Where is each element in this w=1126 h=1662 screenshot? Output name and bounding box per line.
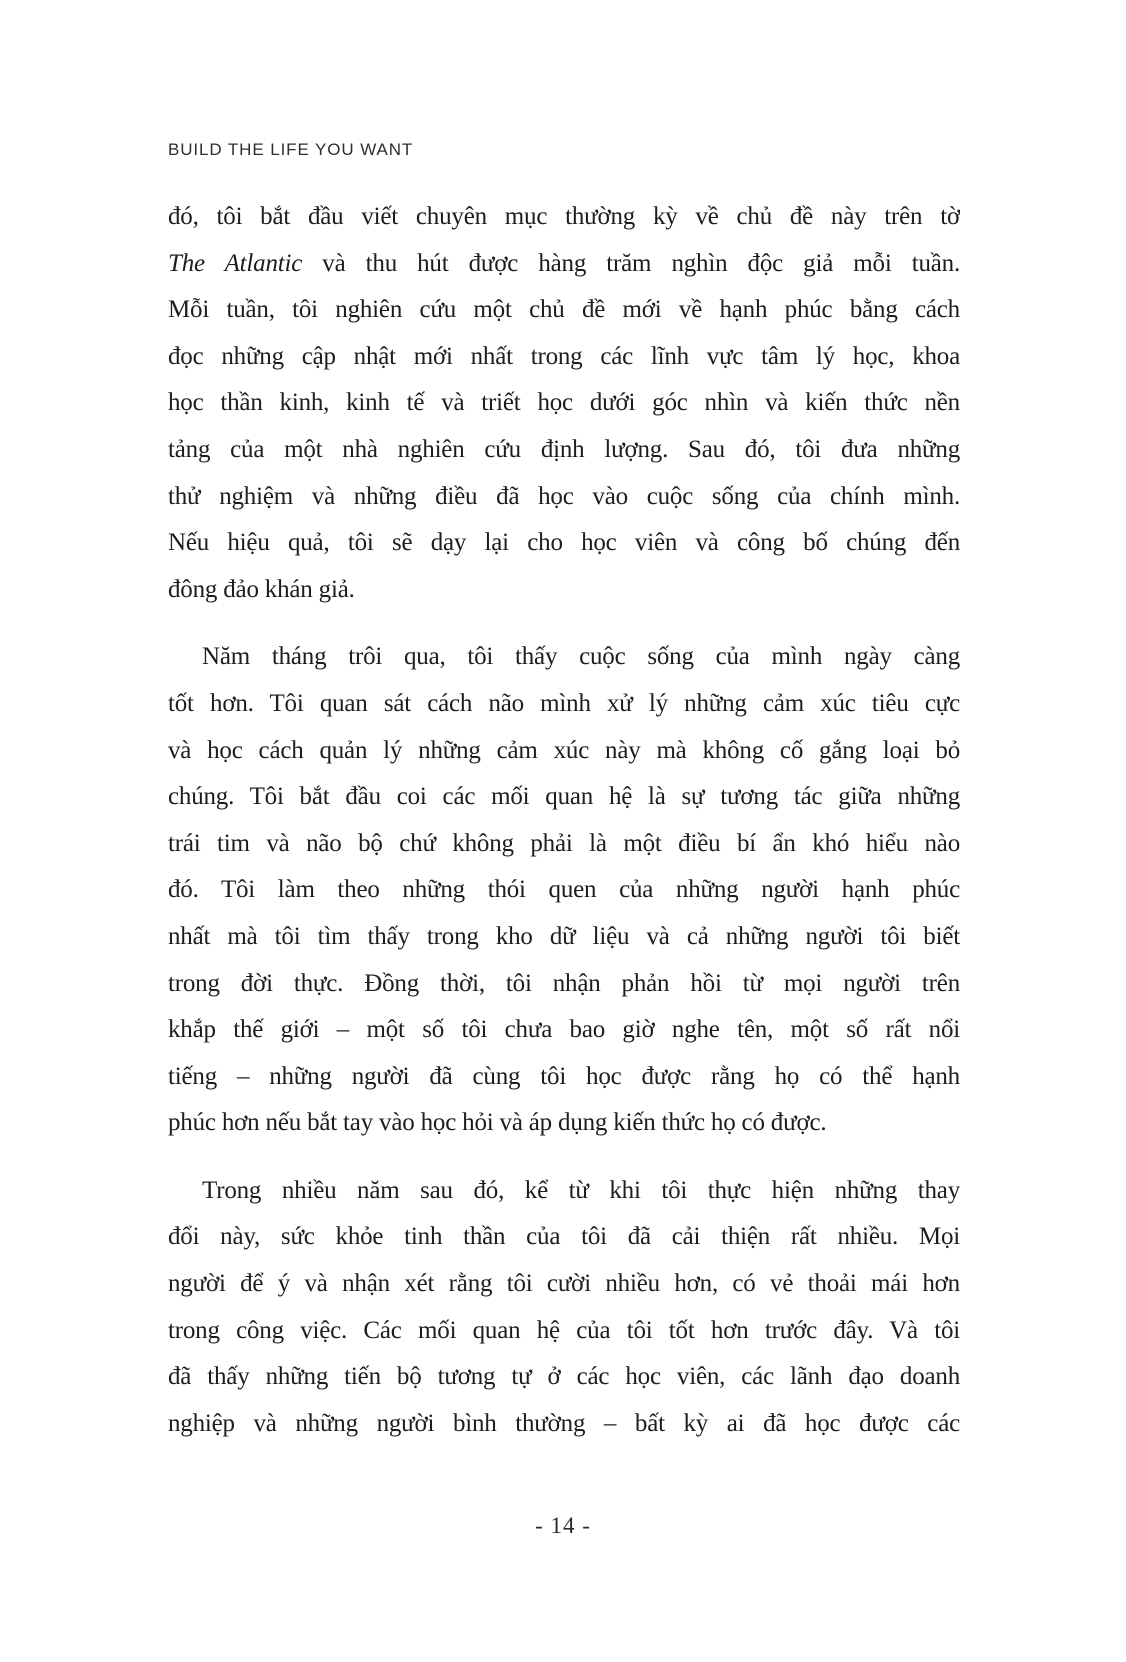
text-segment: trong đời thực. Đồng thời, tôi nhận phản hồi từ mọi người trên: [168, 969, 960, 997]
text-line: [168, 194, 960, 241]
text-line: [168, 728, 960, 775]
text-segment: thử nghiệm và những điều đã học vào cuộc sống của chính mình.: [168, 482, 960, 510]
text-segment: tảng của một nhà nghiên cứu định lượng. Sau đó, tôi đưa những: [168, 435, 960, 463]
text-segment: tiếng – những người đã cùng tôi học được rằng họ có thể hạnh: [168, 1062, 960, 1090]
text-line: [168, 427, 960, 474]
text-line: [168, 961, 960, 1008]
text-segment: người để ý và nhận xét rằng tôi cười nhiều hơn, có vẻ thoải mái hơn: [168, 1270, 960, 1298]
text-line: [168, 1214, 960, 1261]
text-segment: và thu hút được hàng trăm nghìn độc giả mỗi tuần.: [302, 249, 960, 277]
text-segment: học thần kinh, kinh tế và triết học dưới góc nhìn và kiến thức nền: [168, 389, 960, 417]
text-line: [168, 380, 960, 427]
text-line: [168, 1168, 960, 1215]
text-segment: Nếu hiệu quả, tôi sẽ dạy lại cho học viên và công bố chúng đến: [168, 529, 960, 557]
text-line: [168, 681, 960, 728]
text-segment: khắp thế giới – một số tôi chưa bao giờ nghe tên, một số rất nổi: [168, 1016, 960, 1044]
text-segment: đó. Tôi làm theo những thói quen của những người hạnh phúc: [168, 876, 960, 904]
text-line: [168, 1308, 960, 1355]
text-segment: chúng. Tôi bắt đầu coi các mối quan hệ là sự tương tác giữa những: [168, 783, 960, 811]
text-segment: Mỗi tuần, tôi nghiên cứu một chủ đề mới về hạnh phúc bằng cách: [168, 296, 960, 324]
text-segment: và học cách quản lý những cảm xúc này mà không cố gắng loại bỏ: [168, 736, 960, 764]
text-line: [168, 634, 960, 681]
text-line: [168, 520, 960, 567]
text-line: [168, 774, 960, 821]
text-segment: Trong nhiều năm sau đó, kể từ khi tôi thực hiện những thay: [202, 1176, 960, 1204]
text-segment: đọc những cập nhật mới nhất trong các lĩnh vực tâm lý học, khoa: [168, 342, 960, 370]
text-segment: đổi này, sức khỏe tinh thần của tôi đã cải thiện rất nhiều. Mọi: [168, 1223, 960, 1251]
text-line: [168, 567, 960, 614]
text-line: [168, 287, 960, 334]
text-line: [168, 821, 960, 868]
text-line: [168, 1100, 960, 1147]
paragraph: [168, 194, 960, 613]
text-segment: trái tim và não bộ chứ không phải là một điều bí ẩn khó hiểu nào: [168, 829, 960, 857]
text-segment: phúc hơn nếu bắt tay vào học hỏi và áp dụng kiến thức họ có được.: [168, 1109, 827, 1137]
paragraph: [168, 634, 960, 1147]
text-line: [168, 867, 960, 914]
text-line: [168, 1354, 960, 1401]
text-line: [168, 241, 960, 288]
text-segment: tốt hơn. Tôi quan sát cách não mình xử lý những cảm xúc tiêu cực: [168, 689, 960, 717]
page-number: - 14 -: [535, 1513, 591, 1538]
text-line: [168, 1007, 960, 1054]
text-segment: đông đảo khán giả.: [168, 575, 355, 603]
text-line: [168, 1054, 960, 1101]
text-segment: đó, tôi bắt đầu viết chuyên mục thường kỳ về chủ đề này trên tờ: [168, 203, 960, 230]
body-text: [168, 194, 960, 1447]
text-line: [168, 1401, 960, 1448]
text-segment: nghiệp và những người bình thường – bất kỳ ai đã học được các: [168, 1409, 960, 1437]
text-line: [168, 1261, 960, 1308]
italic-text: The Atlantic: [168, 249, 303, 277]
text-segment: Năm tháng trôi qua, tôi thấy cuộc sống của mình ngày càng: [202, 643, 960, 671]
text-line: [168, 474, 960, 521]
text-line: [168, 334, 960, 381]
text-segment: nhất mà tôi tìm thấy trong kho dữ liệu và cả những người tôi biết: [168, 922, 960, 950]
paragraph: [168, 1168, 960, 1448]
running-header: BUILD THE LIFE YOU WANT: [168, 140, 414, 159]
text-segment: trong công việc. Các mối quan hệ của tôi tốt hơn trước đây. Và tôi: [168, 1316, 960, 1344]
text-segment: đã thấy những tiến bộ tương tự ở các học viên, các lãnh đạo doanh: [168, 1363, 960, 1391]
text-line: [168, 914, 960, 961]
